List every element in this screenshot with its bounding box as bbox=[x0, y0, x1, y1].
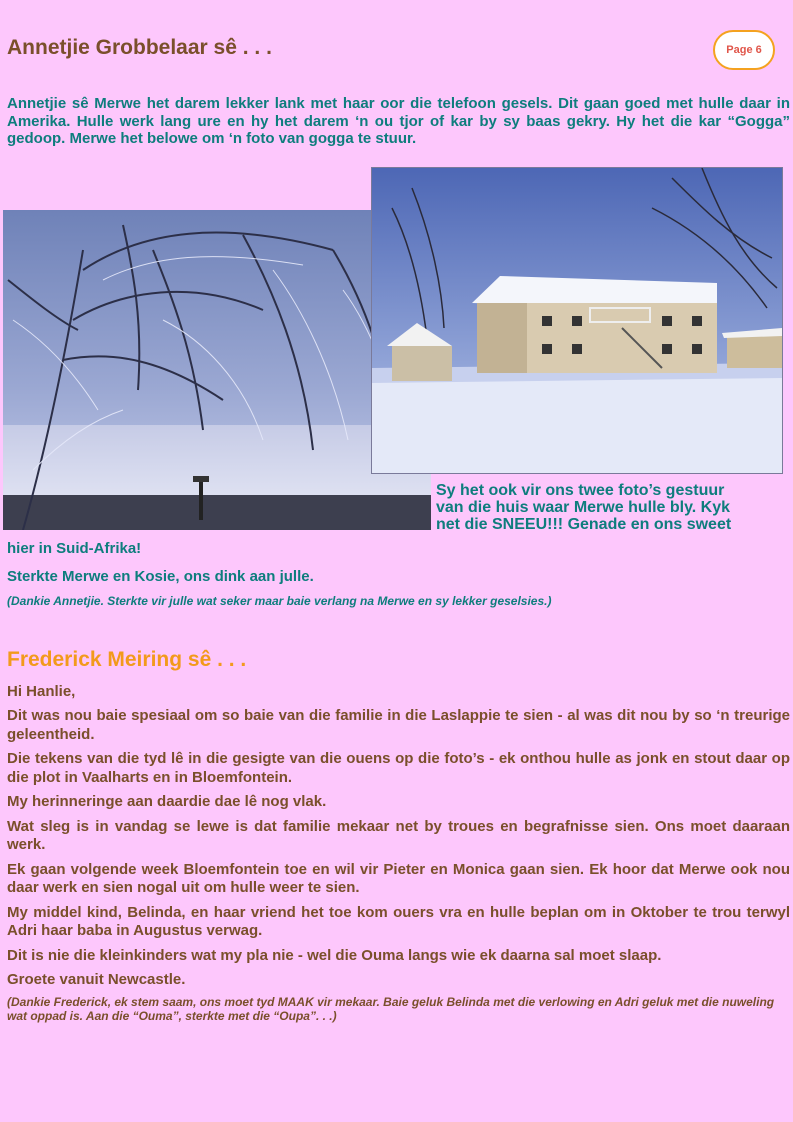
snowy-house-photo bbox=[371, 167, 783, 474]
section1-editor-note: (Dankie Annetjie. Sterkte vir julle wat seker maar baie verlang na Merwe en sy lekker geselsies.) bbox=[7, 594, 552, 608]
section1-closing: Sterkte Merwe en Kosie, ons dink aan julle. bbox=[7, 568, 314, 585]
photo-caption-line-1: Sy het ook vir ons twee foto’s gestuur bbox=[436, 482, 725, 499]
photo-caption-continued: hier in Suid-Afrika! bbox=[7, 540, 142, 557]
page-number-badge: Page 6 bbox=[713, 30, 775, 70]
photo-caption-line-3: net die SNEEU!!! Genade en ons sweet bbox=[436, 516, 732, 533]
snowy-tree-photo bbox=[3, 210, 431, 530]
letter-signoff: Groete vanuit Newcastle. bbox=[7, 971, 186, 988]
photo-caption-line-2: van die huis waar Merwe hulle bly. Kyk bbox=[436, 499, 731, 516]
section2-editor-note: (Dankie Frederick, ek stem saam, ons moet tyd MAAK vir mekaar. Baie geluk Belinda met die verlowing en Adri geluk met die nuweling wat oppad is. Aan die “Ouma”, sterkte met die “Oupa”. . .) bbox=[7, 995, 775, 1023]
section1-title: Annetjie Grobbelaar sê . . . bbox=[7, 36, 272, 59]
letter-paragraph-1: Dit was nou baie spesiaal om so baie van die familie in die Laslappie te sien - al was dit nou by so ‘n treurige geleentheid. bbox=[7, 707, 790, 743]
section1-intro: Annetjie sê Merwe het darem lekker lank met haar oor die telefoon gesels. Dit gaan goed met hulle daar in Amerika. Hulle werk lang ure en hy het darem ‘n ou tjor of kar by sy baas gekry. Hy het die kar “Gogga” gedoop. Merwe het belowe om ‘n foto van gogga te stuur. bbox=[7, 95, 790, 147]
letter-paragraph-2: Die tekens van die tyd lê in die gesigte van die ouens op die foto’s - ek onthou hulle as jonk en stout daar op die plot in Vaalharts en in Bloemfontein. bbox=[7, 750, 790, 786]
photo-caption bbox=[436, 482, 788, 533]
letter-paragraph-7: Dit is nie die kleinkinders wat my pla nie - wel die Ouma langs wie ek daarna sal moet slaap. bbox=[7, 946, 662, 964]
letter-greeting: Hi Hanlie, bbox=[7, 683, 76, 700]
section2-body bbox=[7, 683, 790, 1023]
section2-title: Frederick Meiring sê . . . bbox=[7, 648, 247, 671]
letter-paragraph-3: My herinneringe aan daardie dae lê nog vlak. bbox=[7, 793, 327, 810]
letter-paragraph-4: Wat sleg is in vandag se lewe is dat familie mekaar net by troues en begrafnisse sien. Ons moet daaraan werk. bbox=[7, 817, 790, 853]
letter-paragraph-6: My middel kind, Belinda, en haar vriend het toe kom ouers vra en hulle beplan om in Oktober te trou terwyl Adri haar baba in Augustus verwag. bbox=[7, 903, 790, 939]
letter-paragraph-5: Ek gaan volgende week Bloemfontein toe en wil vir Pieter en Monica gaan sien. Ek hoor dat Merwe ook nou daar werk en sien nogal uit om hulle weer te sien. bbox=[7, 860, 790, 896]
